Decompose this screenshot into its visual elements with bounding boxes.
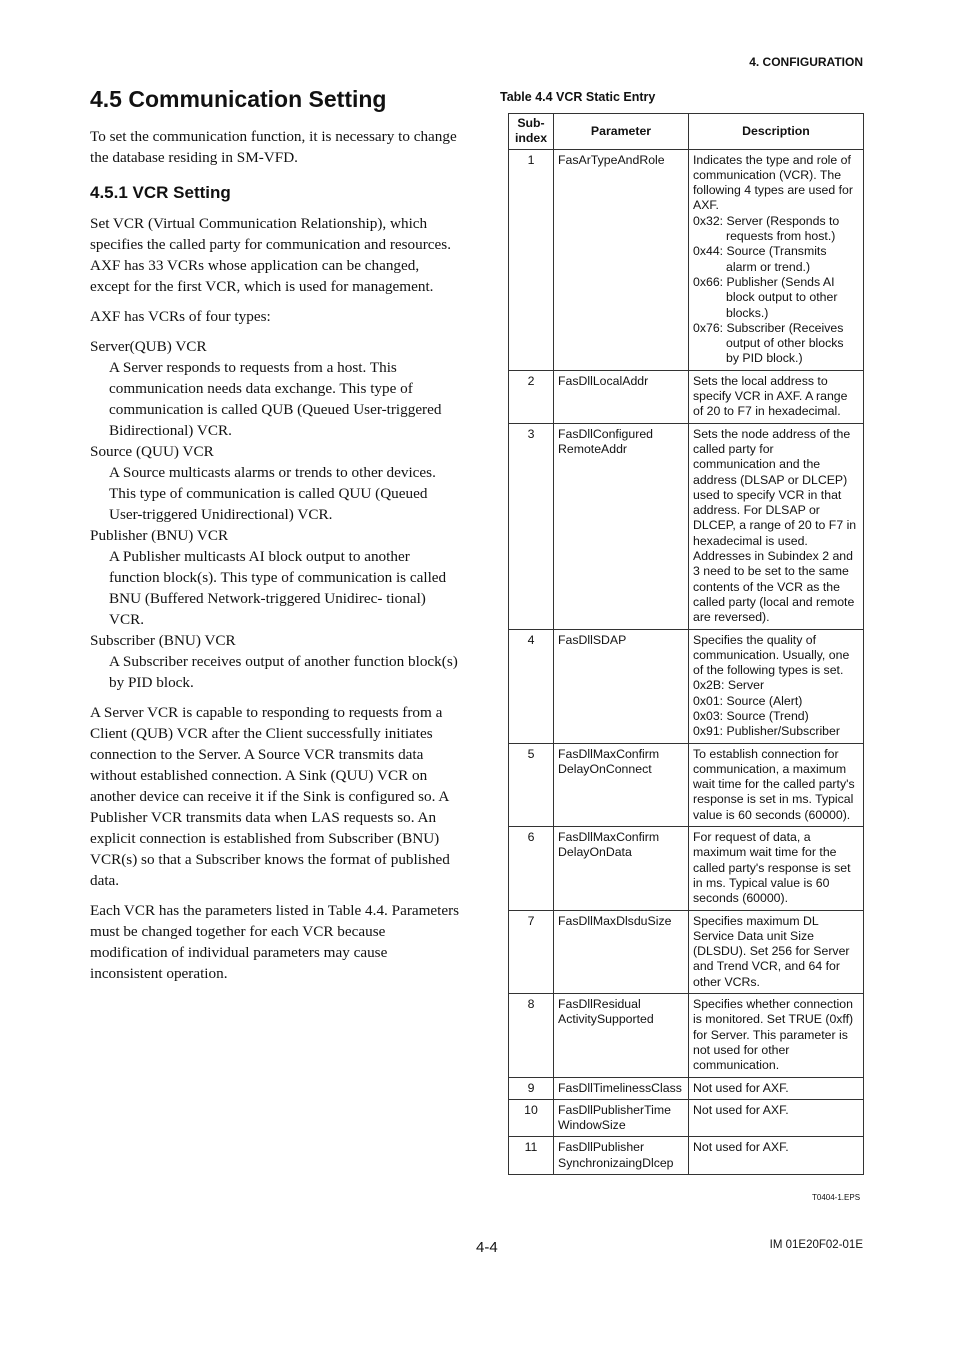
parameter-name: FasDllMaxConfirm [558,746,660,761]
parameter-name: FasDllPublisherTime [558,1102,671,1117]
subindex-cell: 3 [509,423,554,629]
subindex-cell: 2 [509,370,554,423]
vcr-paragraph-3: A Server VCR is capable to responding to requests from a Client (QUB) VCR after the Client successfully initiates connection to the Server. A Source VCR transmits data without established connection. A Sink (QUU) VCR on another device can receive it if the Sink is configured so. A Publisher VCR transmits data when LAS requests so. An explicit connection is established from Subscriber (BNU) VCR(s) so that a Subscriber knows the format of published data. [90,704,450,889]
parameter-name: FasDllPublisher [558,1140,645,1155]
parameter-cell [554,629,689,743]
table-body [509,149,864,1174]
header-parameter: Parameter [554,114,689,150]
description-text: 0x66: Publisher (Sends AI block output to other blocks.) [693,274,838,320]
description-text: Not used for AXF. [693,1140,789,1155]
vcr-type-title: Server(QUB) VCR [90,338,207,355]
vcr-paragraph-1: Set VCR (Virtual Communication Relationship), which specifies the called party for communication and resources. AXF has 33 VCRs whose application can be changed, except for the first VCR, which is used for management. [90,215,451,295]
vcr-type-source [90,441,462,525]
parameter-cell [554,423,689,629]
description-text: Indicates the type and role of communication (VCR). The following 4 types are used for AXF. [693,152,853,213]
description-text: Not used for AXF. [693,1080,789,1095]
description-cell [689,629,864,743]
table-row [509,629,864,743]
vcr-paragraph-4: Each VCR has the parameters listed in Table 4.4. Parameters must be changed together for each VCR because modification of individual parameters may cause inconsistent operation. [90,902,460,982]
parameter-name: FasDllMaxConfirm [558,830,660,845]
parameter-cell [554,827,689,910]
parameter-cell [554,1137,689,1175]
parameter-name: FasDllLocalAddr [558,373,649,388]
subindex-cell: 11 [509,1137,554,1175]
vcr-type-title: Publisher (BNU) VCR [90,527,229,544]
parameter-name: RemoteAddr [558,441,628,456]
description-text: 0x32: Server (Responds to requests from host.) [693,213,840,244]
table-row [509,994,864,1077]
vcr-type-server [90,336,462,441]
description-text: Not used for AXF. [693,1102,789,1117]
table-row [509,149,864,370]
description-text: 0x03: Source (Trend) [693,708,809,723]
parameter-name: FasDllTimelinessClass [558,1080,682,1095]
header-subindex-line2: index [514,131,548,146]
description-cell [689,1099,864,1137]
description-cell [689,370,864,423]
description-cell [689,149,864,370]
description-text: 0x44: Source (Transmits alarm or trend.) [693,244,827,274]
vcr-paragraph-2: AXF has VCRs of four types: [90,308,271,325]
subindex-cell: 10 [509,1099,554,1137]
vcr-type-desc: A Source multicasts alarms or trends to other devices. This type of communication is called QUU (Queued User-triggered Unidirectional) VCR. [109,464,436,523]
subindex-cell: 5 [509,743,554,826]
table-caption: Table 4.4 VCR Static Entry [500,90,656,104]
header-description: Description [689,114,864,150]
description-text: Specifies the quality of communication. Usually, one of the following types is set. [693,632,850,678]
intro-paragraph: To set the communication function, it is necessary to change the database residing in SM-VFD. [90,128,457,166]
description-text: Specifies whether connection is monitored. Set TRUE (0xff) for Server. This parameter is not used for other communication. [693,997,854,1073]
vcr-static-entry-table [508,113,864,1175]
description-cell [689,423,864,629]
left-column [90,84,462,993]
vcr-type-subscriber [90,630,462,693]
description-cell [689,1077,864,1099]
vcr-type-publisher [90,525,462,630]
vcr-type-desc: A Publisher multicasts AI block output to another function block(s). This type of communication is called BNU (Buffered Network-triggered Unidirec- tional) VCR. [109,548,447,628]
description-text: 0x76: Subscriber (Receives output of other blocks by PID block.) [693,320,844,366]
eps-label: T0404-1.EPS [812,1193,861,1202]
parameter-cell [554,370,689,423]
table-row [509,423,864,629]
subindex-cell: 1 [509,149,554,370]
table-row [509,910,864,993]
vcr-type-list [90,336,462,693]
description-text: To establish connection for communication, a maximum wait time for the called party's response is set in ms. Typical value is 60 seconds (60000). [693,746,855,822]
description-cell [689,910,864,993]
parameter-cell [554,743,689,826]
subindex-cell: 7 [509,910,554,993]
description-cell [689,827,864,910]
description-text: 0x91: Publisher/Subscriber [693,724,840,739]
parameter-cell [554,994,689,1077]
table-row [509,743,864,826]
document-code: IM 01E20F02-01E [769,1239,863,1251]
subindex-cell: 8 [509,994,554,1077]
header-subindex-line1: Sub- [517,116,545,130]
parameter-name: FasDllResidual [558,997,641,1012]
description-text: 0x01: Source (Alert) [693,693,803,708]
parameter-name: FasArTypeAndRole [558,152,665,167]
parameter-cell [554,1077,689,1099]
vcr-type-title: Source (QUU) VCR [90,443,214,460]
description-text: Sets the node address of the called party for communication and the address (DLSAP or DLCEP) used to specify VCR in that address. For DLSAP or DLCEP, a range of 20 to F7 in hexadecimal is used. Addresses in Subindex 2 and 3 need to be set to the same contents of the VCR as the called party (local and remote are reversed). [693,426,857,625]
description-text: Sets the local address to specify VCR in AXF. A range of 20 to F7 in hexadecimal. [693,373,848,419]
parameter-cell [554,149,689,370]
parameter-name: FasDllSDAP [558,632,627,647]
description-text: Specifies maximum DL Service Data unit Size (DLSDU). Set 256 for Server and Trend VCR, and 64 for other VCRs. [693,913,850,989]
subindex-cell: 4 [509,629,554,743]
header-subindex [509,114,554,150]
table-header-row [509,114,864,150]
parameter-name: FasDllConfigured [558,426,654,441]
subindex-cell: 6 [509,827,554,910]
parameter-cell [554,1099,689,1137]
table-row [509,370,864,423]
description-text: 0x2B: Server [693,678,765,693]
parameter-name: FasDllMaxDlsduSize [558,913,672,928]
table-row [509,1137,864,1175]
subindex-cell: 9 [509,1077,554,1099]
page-number: 4-4 [476,1239,498,1256]
description-text: For request of data, a maximum wait time for the called party's response is set in ms. Typical value is 60 seconds (60000). [693,830,851,906]
parameter-name: DelayOnConnect [558,761,652,776]
table-row [509,1099,864,1137]
vcr-type-desc: A Subscriber receives output of another function block(s) by PID block. [109,653,458,691]
subsection-title: 4.5.1 VCR Setting [90,183,231,202]
vcr-type-title: Subscriber (BNU) VCR [90,632,236,649]
vcr-type-desc: A Server responds to requests from a host. This communication needs data exchange. This type of communication is called QUB (Queued User-triggered Bidirectional) VCR. [109,359,442,439]
running-header: 4. CONFIGURATION [749,55,863,69]
parameter-cell [554,910,689,993]
table-row [509,827,864,910]
section-title: 4.5 Communication Setting [90,86,387,112]
parameter-name: ActivitySupported [558,1012,654,1027]
description-cell [689,994,864,1077]
description-cell [689,743,864,826]
parameter-name: SynchronizaingDlcep [558,1155,674,1170]
parameter-name: DelayOnData [558,845,632,860]
description-cell [689,1137,864,1175]
parameter-name: WindowSize [558,1118,626,1133]
table-row [509,1077,864,1099]
